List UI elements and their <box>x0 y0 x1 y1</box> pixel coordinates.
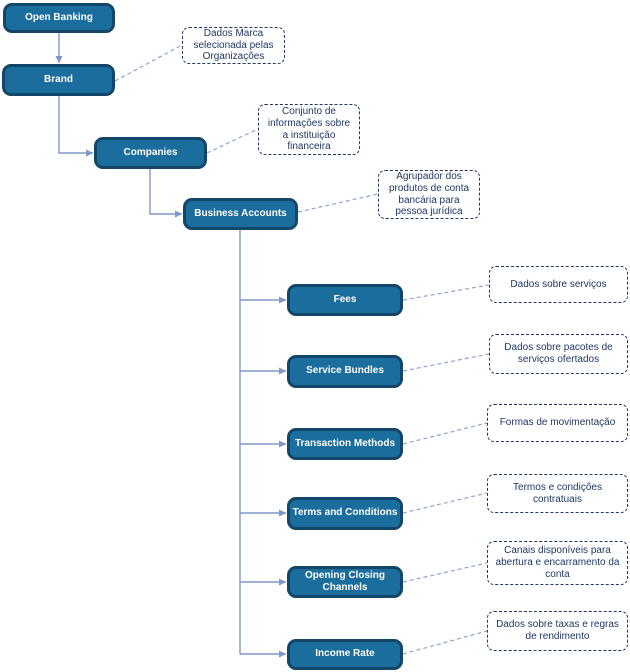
node-business-accounts <box>183 198 298 230</box>
node-income-rate <box>287 639 403 670</box>
node-brand <box>2 64 115 96</box>
note-terms-and-conditions-text: Termos e condições contratuais <box>513 481 602 505</box>
node-terms-and-conditions-label: Terms and Conditions <box>292 507 398 519</box>
node-open-banking <box>3 3 115 33</box>
note-opening-closing-channels-text: Canais disponíveis para abertura e encarramento da conta <box>495 545 620 580</box>
note-business-accounts-text: Agrupador dos produtos de conta bancária para pessoa jurídica <box>388 170 470 218</box>
note-transaction-methods-text: Formas de movimentação <box>499 417 616 429</box>
note-brand-text: Dados Marca selecionada pelas Organizações <box>193 27 274 63</box>
note-transaction-methods <box>487 404 628 442</box>
note-brand <box>182 27 285 64</box>
node-opening-closing-channels-label: Opening Closing Channels <box>305 569 385 593</box>
note-service-bundles <box>489 334 628 374</box>
node-companies <box>94 137 207 169</box>
note-service-bundles-text: Dados sobre pacotes de serviços ofertados <box>504 342 613 365</box>
node-service-bundles <box>287 355 403 388</box>
node-open-banking-label: Open Banking <box>25 11 93 23</box>
node-transaction-methods-label: Transaction Methods <box>294 437 395 449</box>
node-transaction-methods <box>287 428 403 460</box>
note-fees-text: Dados sobre serviços <box>510 278 607 290</box>
note-fees <box>489 266 628 303</box>
node-opening-closing-channels <box>287 566 403 598</box>
note-companies <box>258 104 360 155</box>
node-business-accounts-label: Business Accounts <box>194 207 287 219</box>
node-fees-label: Fees <box>333 293 357 305</box>
solid-connectors <box>59 33 286 654</box>
node-terms-and-conditions <box>287 497 403 530</box>
note-terms-and-conditions <box>487 474 628 513</box>
node-companies-label: Companies <box>123 146 178 158</box>
node-income-rate-label: Income Rate <box>315 648 375 660</box>
note-companies-text: Conjunto de informações sobre a instituição financeira <box>267 105 351 153</box>
note-income-rate-text: Dados sobre taxas e regras de rendimento <box>496 619 619 642</box>
node-service-bundles-label: Service Bundles <box>306 365 384 377</box>
note-opening-closing-channels <box>487 541 628 585</box>
node-fees <box>287 284 403 316</box>
node-brand-label: Brand <box>44 73 73 85</box>
note-income-rate <box>487 611 628 651</box>
note-business-accounts <box>378 170 480 219</box>
